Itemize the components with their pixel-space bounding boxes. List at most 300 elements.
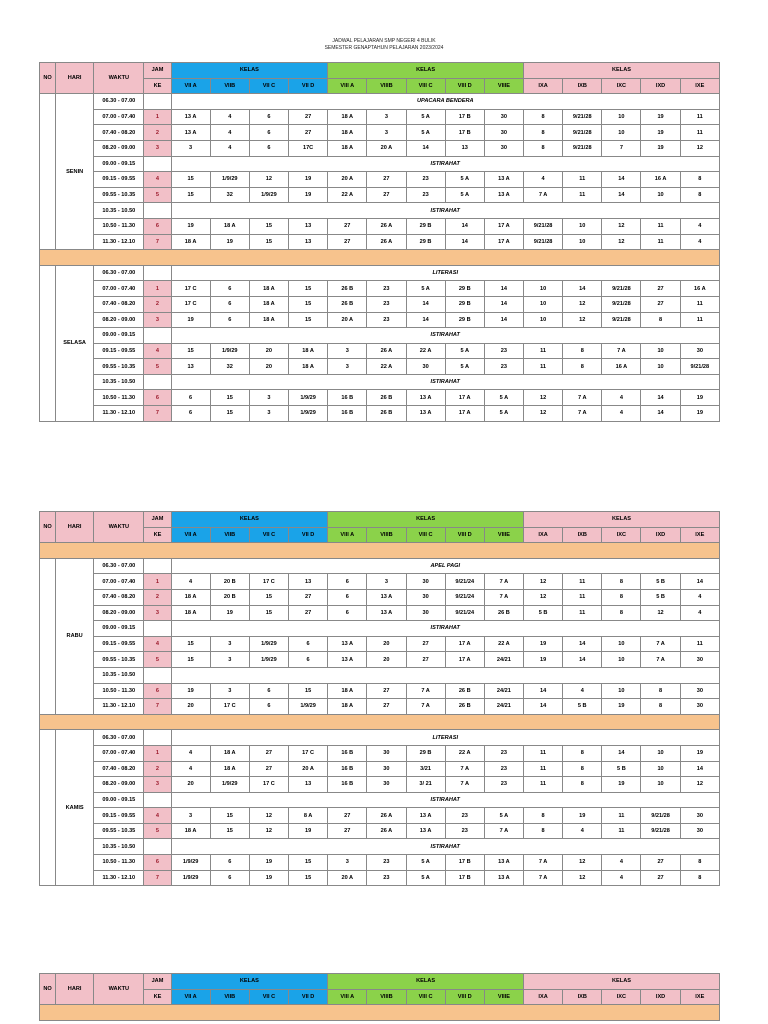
header-class-viii-c: VIII C <box>406 989 445 1005</box>
class-cell: 17 C <box>210 699 249 715</box>
separator-cell <box>40 1005 720 1021</box>
class-cell: 11 <box>563 187 602 203</box>
class-cell: 24/21 <box>484 652 523 668</box>
header-hari: HARI <box>56 512 94 543</box>
jam-number: 2 <box>144 125 171 141</box>
class-cell: 5 A <box>406 125 445 141</box>
class-cell: 29 B <box>445 312 484 328</box>
class-cell: 12 <box>641 605 680 621</box>
class-cell: 12 <box>249 823 288 839</box>
class-cell: 15 <box>210 823 249 839</box>
class-cell: 5 B <box>563 699 602 715</box>
jam-number: 7 <box>144 406 171 422</box>
class-cell: 4 <box>210 109 249 125</box>
class-cell: 16 A <box>602 359 641 375</box>
time-slot: 08.20 - 09.00 <box>94 605 144 621</box>
class-cell: 23 <box>367 855 406 871</box>
class-cell: 24/21 <box>484 699 523 715</box>
class-cell: 10 <box>602 683 641 699</box>
class-cell: 4 <box>171 761 210 777</box>
jam-number: 1 <box>144 745 171 761</box>
class-cell: 20 A <box>328 312 367 328</box>
time-slot: 10.35 - 10.50 <box>94 667 144 683</box>
class-cell: 15 <box>171 636 210 652</box>
header-class-viiib: VIIIB <box>367 78 406 94</box>
day-name: SENIN <box>56 94 94 250</box>
class-cell: 3 <box>328 343 367 359</box>
class-cell: 19 <box>602 777 641 793</box>
class-cell: 5 A <box>445 359 484 375</box>
header-class-viii-a: VIII A <box>328 78 367 94</box>
class-cell: 13 A <box>367 605 406 621</box>
header-waktu: WAKTU <box>94 974 144 1005</box>
class-cell: 19 <box>289 172 328 188</box>
class-cell: 10 <box>563 218 602 234</box>
time-slot: 09.00 - 09.15 <box>94 621 144 637</box>
class-cell: 17 A <box>445 406 484 422</box>
time-slot: 11.30 - 12.10 <box>94 870 144 886</box>
header-class-ixb: IXB <box>563 989 602 1005</box>
class-cell: 1/9/29 <box>289 406 328 422</box>
class-cell: 15 <box>210 406 249 422</box>
class-cell: 9/21/24 <box>445 589 484 605</box>
class-cell: 19 <box>289 187 328 203</box>
jam-number <box>144 374 171 390</box>
class-cell: 14 <box>406 296 445 312</box>
time-slot: 07.40 - 08.20 <box>94 296 144 312</box>
class-cell: 1/9/29 <box>249 187 288 203</box>
class-cell: 9/21/28 <box>524 218 563 234</box>
class-cell: 4 <box>680 234 719 250</box>
class-cell: 18 A <box>171 605 210 621</box>
class-cell: 24/21 <box>484 683 523 699</box>
class-cell: 3 <box>249 406 288 422</box>
class-cell: 11 <box>524 777 563 793</box>
jam-number <box>144 839 171 855</box>
class-cell: 22 A <box>484 636 523 652</box>
class-cell: 29 B <box>406 218 445 234</box>
table-row <box>40 855 720 871</box>
class-cell: 13 A <box>484 870 523 886</box>
class-cell: 7 A <box>641 636 680 652</box>
class-cell: 23 <box>484 343 523 359</box>
class-cell: 4 <box>171 745 210 761</box>
class-cell: 23 <box>406 187 445 203</box>
time-slot: 07.00 - 07.40 <box>94 281 144 297</box>
header-row <box>40 512 720 528</box>
time-slot: 07.00 - 07.40 <box>94 574 144 590</box>
class-cell: 12 <box>524 390 563 406</box>
jam-number: 2 <box>144 296 171 312</box>
class-cell: 26 A <box>367 234 406 250</box>
class-cell: 14 <box>563 636 602 652</box>
class-cell: 1/9/29 <box>210 172 249 188</box>
class-cell: 8 <box>680 870 719 886</box>
class-cell: 4 <box>563 823 602 839</box>
class-cell: 23 <box>367 312 406 328</box>
class-cell: 23 <box>484 745 523 761</box>
class-cell: 22 A <box>406 343 445 359</box>
table-row <box>40 730 720 746</box>
day-separator <box>40 543 720 559</box>
class-cell: 3/ 21 <box>406 777 445 793</box>
class-cell: 27 <box>289 605 328 621</box>
table-row <box>40 187 720 203</box>
class-cell: 13 A <box>328 636 367 652</box>
time-slot: 07.40 - 08.20 <box>94 589 144 605</box>
table-row <box>40 359 720 375</box>
header-class-ixa: IXA <box>524 78 563 94</box>
class-cell: 11 <box>680 636 719 652</box>
header-hari: HARI <box>56 974 94 1005</box>
class-cell: 19 <box>171 683 210 699</box>
class-cell: 9/21/24 <box>445 574 484 590</box>
class-cell: 26 A <box>367 808 406 824</box>
class-cell: 3 <box>171 140 210 156</box>
header-no: NO <box>40 512 56 543</box>
class-cell: 15 <box>289 855 328 871</box>
class-cell: 9/21/28 <box>563 125 602 141</box>
class-cell: 20 <box>249 343 288 359</box>
class-cell: 14 <box>680 761 719 777</box>
table-row <box>40 699 720 715</box>
class-cell: 27 <box>367 683 406 699</box>
class-cell: 26 A <box>367 218 406 234</box>
class-cell: 4 <box>680 605 719 621</box>
header-class-viiie: VIIIE <box>484 78 523 94</box>
jam-number: 1 <box>144 281 171 297</box>
class-cell: 19 <box>524 636 563 652</box>
special-activity: ISTIRAHAT <box>171 839 719 855</box>
class-cell: 8 <box>641 312 680 328</box>
class-cell: 15 <box>171 187 210 203</box>
class-cell: 26 B <box>328 281 367 297</box>
header-class-viiie: VIIIE <box>484 527 523 543</box>
class-cell: 3 <box>328 855 367 871</box>
title-line-1: JADWAL PELAJARAN SMP NEGERI 4 BULIK <box>332 38 436 44</box>
class-cell: 12 <box>602 234 641 250</box>
class-cell: 15 <box>171 652 210 668</box>
class-cell: 10 <box>602 636 641 652</box>
class-cell: 6 <box>289 636 328 652</box>
class-cell: 4 <box>563 683 602 699</box>
table-row <box>40 761 720 777</box>
class-cell: 13 <box>289 234 328 250</box>
class-cell: 19 <box>171 312 210 328</box>
class-cell: 19 <box>210 234 249 250</box>
class-cell: 5 A <box>406 109 445 125</box>
day-number <box>40 94 56 250</box>
jam-number <box>144 621 171 637</box>
class-cell: 4 <box>602 390 641 406</box>
jam-number <box>144 265 171 281</box>
class-cell: 19 <box>602 699 641 715</box>
time-slot: 10.50 - 11.30 <box>94 683 144 699</box>
header-kelas-viii: KELAS <box>328 63 524 79</box>
header-class-vii-d: VII D <box>289 78 328 94</box>
class-cell: 27 <box>249 761 288 777</box>
class-cell: 4 <box>171 574 210 590</box>
class-cell: 7 A <box>445 777 484 793</box>
header-class-viiib: VIIIB <box>367 989 406 1005</box>
class-cell: 15 <box>289 296 328 312</box>
class-cell: 5 A <box>445 172 484 188</box>
table-row <box>40 156 720 172</box>
time-slot: 09.55 - 10.35 <box>94 823 144 839</box>
class-cell: 3 <box>367 109 406 125</box>
class-cell: 5 A <box>484 406 523 422</box>
class-cell: 19 <box>249 855 288 871</box>
class-cell: 11 <box>524 343 563 359</box>
class-cell: 27 <box>406 636 445 652</box>
jam-number: 7 <box>144 234 171 250</box>
header-class-vii-c: VII C <box>249 527 288 543</box>
class-cell: 30 <box>680 343 719 359</box>
header-class-vii-c: VII C <box>249 78 288 94</box>
class-cell: 7 A <box>406 683 445 699</box>
class-cell: 30 <box>406 605 445 621</box>
class-cell: 23 <box>445 808 484 824</box>
jam-number: 5 <box>144 359 171 375</box>
class-cell: 7 A <box>484 823 523 839</box>
class-cell: 12 <box>249 172 288 188</box>
class-cell: 9/21/28 <box>680 359 719 375</box>
table-row <box>40 140 720 156</box>
class-cell: 27 <box>641 870 680 886</box>
class-cell: 19 <box>641 125 680 141</box>
day-separator <box>40 250 720 266</box>
header-class-ixb: IXB <box>563 527 602 543</box>
class-cell: 12 <box>680 140 719 156</box>
class-cell: 11 <box>563 574 602 590</box>
class-cell: 15 <box>249 605 288 621</box>
class-cell: 27 <box>289 109 328 125</box>
table-row <box>40 265 720 281</box>
class-cell: 18 A <box>171 589 210 605</box>
header-no: NO <box>40 63 56 94</box>
header-class-ixc: IXC <box>602 78 641 94</box>
class-cell: 10 <box>602 652 641 668</box>
class-cell: 27 <box>328 218 367 234</box>
class-cell: 14 <box>680 574 719 590</box>
class-cell: 8 <box>641 699 680 715</box>
class-cell: 17 B <box>445 125 484 141</box>
class-cell: 26 B <box>367 406 406 422</box>
class-cell: 27 <box>641 855 680 871</box>
jam-number: 7 <box>144 870 171 886</box>
class-cell: 15 <box>289 870 328 886</box>
header-row <box>40 974 720 990</box>
class-cell: 18 A <box>249 312 288 328</box>
class-cell: 14 <box>641 406 680 422</box>
header-class-ixa: IXA <box>524 527 563 543</box>
class-cell: 8 <box>524 125 563 141</box>
jam-number <box>144 328 171 344</box>
class-cell: 13 <box>445 140 484 156</box>
class-cell: 7 A <box>445 761 484 777</box>
time-slot: 07.40 - 08.20 <box>94 761 144 777</box>
class-cell: 6 <box>249 109 288 125</box>
class-cell: 8 <box>602 589 641 605</box>
class-cell: 23 <box>406 172 445 188</box>
class-cell: 23 <box>484 359 523 375</box>
class-cell: 23 <box>484 777 523 793</box>
class-cell: 7 <box>602 140 641 156</box>
class-cell: 8 <box>602 574 641 590</box>
schedule-table-3 <box>39 973 720 1021</box>
class-cell: 27 <box>406 652 445 668</box>
class-cell: 30 <box>367 777 406 793</box>
header-kelas-vii: KELAS <box>171 974 328 990</box>
table-row <box>40 390 720 406</box>
header-class-ixd: IXD <box>641 78 680 94</box>
class-cell: 30 <box>406 589 445 605</box>
table-row <box>40 574 720 590</box>
class-cell: 30 <box>484 125 523 141</box>
separator-cell <box>40 250 720 266</box>
jam-number: 2 <box>144 589 171 605</box>
class-cell: 29 B <box>445 281 484 297</box>
header-class-ixb: IXB <box>563 78 602 94</box>
jam-number: 3 <box>144 605 171 621</box>
class-cell: 5 A <box>484 390 523 406</box>
time-slot: 11.30 - 12.10 <box>94 406 144 422</box>
class-cell: 18 A <box>249 296 288 312</box>
class-cell: 16 B <box>328 390 367 406</box>
class-cell: 3 <box>249 390 288 406</box>
header-ke: KE <box>144 78 171 94</box>
class-cell: 20 A <box>289 761 328 777</box>
class-cell: 13 A <box>171 125 210 141</box>
class-cell: 14 <box>563 652 602 668</box>
table-row <box>40 636 720 652</box>
class-cell: 6 <box>171 406 210 422</box>
class-cell: 4 <box>210 140 249 156</box>
class-cell: 18 A <box>328 125 367 141</box>
class-cell: 13 A <box>367 589 406 605</box>
class-cell: 11 <box>524 761 563 777</box>
class-cell: 12 <box>524 589 563 605</box>
class-cell: 5 A <box>406 870 445 886</box>
table-row <box>40 683 720 699</box>
class-cell: 22 A <box>328 187 367 203</box>
class-cell: 6 <box>210 281 249 297</box>
header-class-vii-d: VII D <box>289 989 328 1005</box>
class-cell: 7 A <box>484 574 523 590</box>
header-ke: KE <box>144 527 171 543</box>
table-row <box>40 558 720 574</box>
class-cell: 7 A <box>484 589 523 605</box>
class-cell: 6 <box>328 605 367 621</box>
jam-number: 4 <box>144 636 171 652</box>
class-cell: 14 <box>524 683 563 699</box>
time-slot: 08.20 - 09.00 <box>94 777 144 793</box>
class-cell: 20 B <box>210 574 249 590</box>
class-cell: 7 A <box>524 870 563 886</box>
class-cell: 26 B <box>328 296 367 312</box>
class-cell: 15 <box>289 312 328 328</box>
class-cell: 8 <box>524 808 563 824</box>
class-cell: 30 <box>406 574 445 590</box>
class-cell: 18 A <box>328 140 367 156</box>
class-cell: 11 <box>680 312 719 328</box>
jam-number: 5 <box>144 187 171 203</box>
class-cell: 5 B <box>641 589 680 605</box>
class-cell: 15 <box>171 343 210 359</box>
class-cell: 9/21/24 <box>445 605 484 621</box>
jam-number <box>144 156 171 172</box>
class-cell: 9/21/28 <box>641 808 680 824</box>
class-cell: 10 <box>524 281 563 297</box>
class-cell: 8 <box>680 187 719 203</box>
time-slot: 09.15 - 09.55 <box>94 343 144 359</box>
class-cell: 14 <box>524 699 563 715</box>
class-cell: 4 <box>210 125 249 141</box>
class-cell: 17 A <box>445 636 484 652</box>
class-cell: 27 <box>367 187 406 203</box>
header-waktu: WAKTU <box>94 512 144 543</box>
class-cell: 14 <box>602 187 641 203</box>
class-cell: 10 <box>524 296 563 312</box>
class-cell: 23 <box>367 281 406 297</box>
class-cell: 3 <box>210 683 249 699</box>
special-activity: LITERASI <box>171 730 719 746</box>
special-activity: ISTIRAHAT <box>171 328 719 344</box>
class-cell: 8 <box>563 343 602 359</box>
class-cell: 14 <box>445 218 484 234</box>
table-row <box>40 406 720 422</box>
class-cell: 1/9/29 <box>210 777 249 793</box>
class-cell: 17 A <box>445 652 484 668</box>
class-cell: 16 B <box>328 777 367 793</box>
time-slot: 09.55 - 10.35 <box>94 359 144 375</box>
class-cell: 3 <box>171 808 210 824</box>
class-cell: 16 A <box>680 281 719 297</box>
class-cell: 12 <box>680 777 719 793</box>
jam-number: 3 <box>144 140 171 156</box>
table-row <box>40 374 720 390</box>
header-kelas-viii: KELAS <box>328 512 524 528</box>
class-cell: 10 <box>641 187 680 203</box>
class-cell: 17 C <box>171 281 210 297</box>
time-slot: 09.15 - 09.55 <box>94 636 144 652</box>
jam-number: 3 <box>144 312 171 328</box>
class-cell: 15 <box>289 683 328 699</box>
class-cell: 11 <box>602 808 641 824</box>
header-class-ixc: IXC <box>602 527 641 543</box>
class-cell: 17 C <box>249 574 288 590</box>
class-cell: 10 <box>641 761 680 777</box>
class-cell: 23 <box>445 823 484 839</box>
class-cell: 27 <box>289 589 328 605</box>
class-cell: 9/21/28 <box>602 281 641 297</box>
class-cell: 30 <box>406 359 445 375</box>
class-cell: 18 A <box>249 281 288 297</box>
time-slot: 09.00 - 09.15 <box>94 792 144 808</box>
class-cell: 18 A <box>289 359 328 375</box>
table-row <box>40 823 720 839</box>
day-number <box>40 730 56 886</box>
class-cell: 19 <box>249 870 288 886</box>
jam-number: 4 <box>144 808 171 824</box>
time-slot: 09.00 - 09.15 <box>94 156 144 172</box>
jam-number <box>144 667 171 683</box>
header-kelas-viii: KELAS <box>328 974 524 990</box>
header-ke: KE <box>144 989 171 1005</box>
class-cell: 18 A <box>328 109 367 125</box>
class-cell: 18 A <box>328 699 367 715</box>
header-hari: HARI <box>56 63 94 94</box>
